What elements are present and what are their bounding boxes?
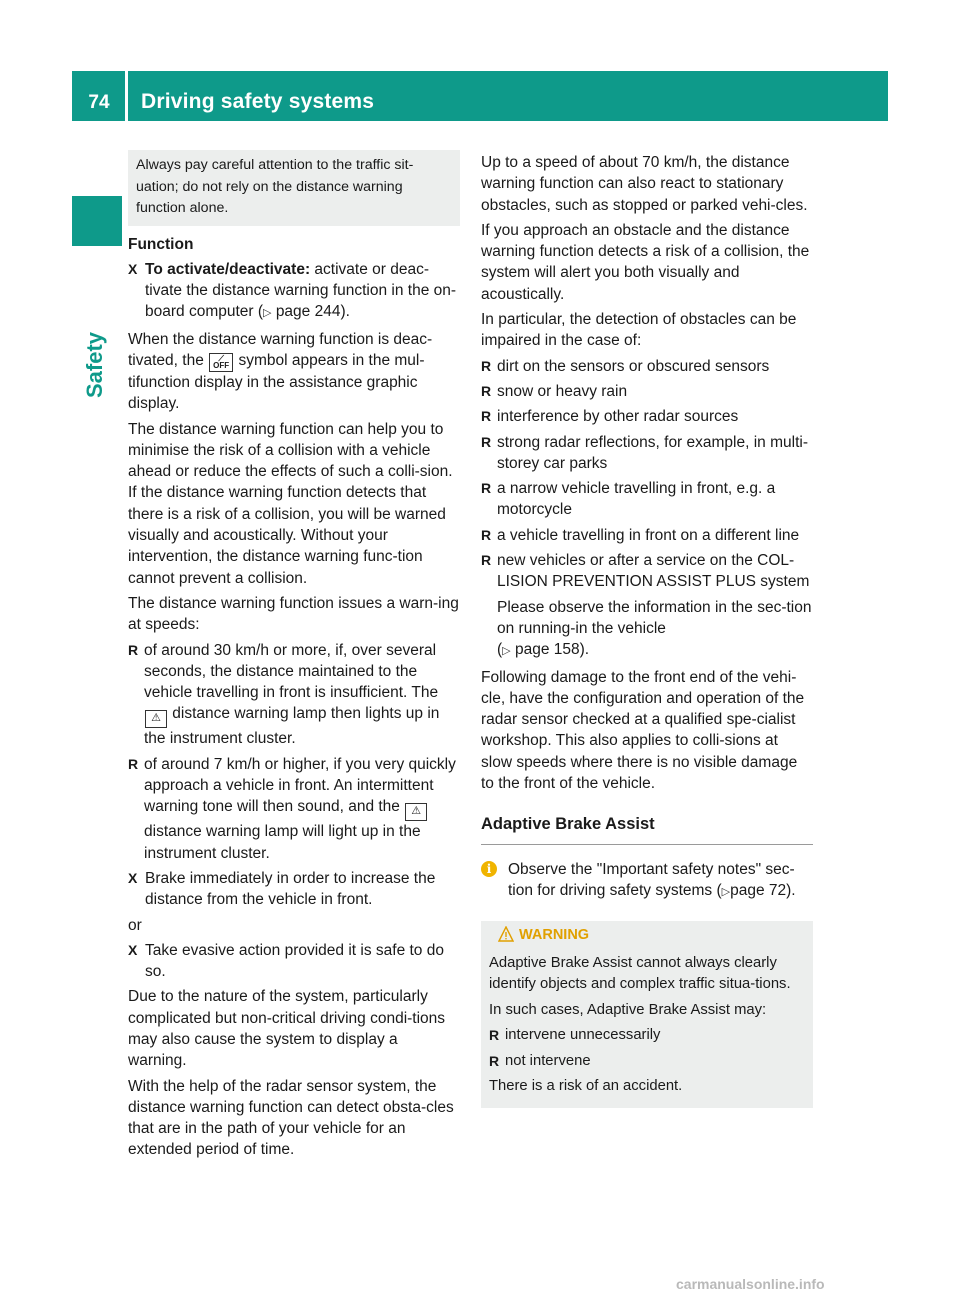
paragraph-purpose: The distance warning function can help you to minimise the risk of a collision with a vehicle ahead or reduce the effects of such a colli-sion. If the distance warning function detects that there is a risk of a collision, you will be warned visually and acoustically. Without your intervention, the distance warning func-tion cannot prevent a collision.	[128, 420, 453, 587]
warning-paragraph: Adaptive Brake Assist cannot always clearly identify objects and complex traffic situa-tions.	[489, 954, 791, 993]
distance-warning-off-icon: ⟋ OFF	[209, 353, 233, 372]
paragraph-nature: Due to the nature of the system, particularly complicated but non-critical driving condi-tions may also cause the system to display a warning.	[128, 988, 446, 1070]
list-item-note: Please observe the information in the sec-tion on running-in the vehicle	[497, 598, 812, 637]
list-item	[128, 640, 460, 750]
paragraph-text: When the distance warning function is deac-tivated, the	[128, 330, 433, 369]
list-item-text: not intervene	[505, 1052, 591, 1069]
step-text: Brake immediately in order to increase the distance from the vehicle in front.	[145, 869, 436, 909]
list-item	[481, 432, 813, 475]
info-note	[481, 859, 813, 904]
step-brake	[128, 868, 460, 911]
step-activate	[128, 259, 460, 325]
warning-title-text: WARNING	[519, 927, 590, 944]
list-item	[489, 1051, 805, 1073]
step-activate-text: activate or deac-tivate the distance warning function in the on-board computer (	[145, 260, 457, 321]
list-item	[481, 381, 813, 402]
info-icon: i	[481, 861, 497, 877]
list-item-text: new vehicles or after a service on the COL-LISION PREVENTION ASSIST PLUS system	[497, 552, 810, 591]
list-item-text: strong radar reflections, for example, in multi-storey car parks	[497, 433, 808, 472]
list-item-text: a vehicle travelling in front on a different line	[497, 526, 800, 544]
section-heading: Adaptive Brake Assist	[481, 800, 813, 844]
warning-title	[489, 925, 805, 947]
warning-paragraph: There is a risk of an accident.	[489, 1078, 683, 1095]
list-item	[481, 406, 813, 427]
bullet-marker-icon: R	[481, 357, 492, 374]
step-arrow-icon: X	[128, 869, 138, 886]
bullet-marker-icon: R	[481, 408, 492, 425]
sidebar-section-label: Safety	[82, 331, 107, 398]
list-item-text: of around 7 km/h or higher, if you very quickly approach a vehicle in front. An intermittent warning tone will then sound, and the	[144, 755, 456, 816]
step-evade	[128, 940, 460, 983]
paragraph-radar: With the help of the radar sensor system, the distance warning function can detect obsta-cles that are in the path of your vehicle for an extended period of time.	[128, 1077, 454, 1159]
list-item-text: distance warning lamp then lights up in the instrument cluster.	[144, 705, 440, 748]
list-item: R new vehicles or after a service on the COL-LISION PREVENTION ASSIST PLUS system Please observe the information in the sec-tion on running-in the vehicle (▷ page 158).	[481, 552, 812, 659]
step-arrow-icon: X	[128, 941, 138, 958]
list-item-text: a narrow vehicle travelling in front, e.g. a motorcycle	[497, 480, 776, 519]
bullet-marker-icon: R	[481, 552, 492, 569]
bullet-marker-icon: R	[481, 382, 492, 399]
page-ref-icon: ▷	[721, 885, 731, 898]
paragraph-impaired: In particular, the detection of obstacles can be impaired in the case of:	[481, 311, 797, 350]
bullet-marker-icon: R	[489, 1052, 500, 1069]
page-ref-link[interactable]: page 72).	[730, 881, 796, 899]
page-ref-icon: ▷	[263, 307, 272, 320]
paragraph-speeds: The distance warning function issues a warn-ing at speeds:	[128, 594, 459, 634]
bullet-marker-icon: R	[489, 1027, 500, 1044]
warning-paragraph: In such cases, Adaptive Brake Assist may:	[489, 1001, 767, 1018]
right-column	[481, 152, 813, 1108]
list-item	[481, 478, 813, 521]
distance-warning-lamp-icon: ⚠	[145, 710, 167, 728]
page-ref-link[interactable]: page 158).	[514, 641, 590, 659]
left-column	[128, 150, 460, 1165]
paragraph-text: symbol appears in the mul-tifunction display in the assistance graphic display.	[128, 351, 425, 413]
list-item	[481, 356, 813, 377]
bullet-marker-icon: R	[481, 433, 492, 450]
list-item	[128, 754, 460, 864]
info-text: Observe the "Important safety notes" sec-tion for driving safety systems (	[508, 860, 795, 899]
footer-watermark: carmanualsonline.info	[676, 1276, 825, 1292]
sidebar-tab-block	[72, 196, 122, 246]
step-arrow-icon: X	[128, 260, 138, 277]
paragraph-damage: Following damage to the front end of the vehi-cle, have the configuration and operation of the radar sensor checked at a qualified spe-cialist workshop. This also applies to colli-sions at slow speeds where there is no visible damage to the front of the vehicle.	[481, 668, 805, 793]
page-number: 74	[88, 92, 110, 113]
or-separator: or	[128, 916, 142, 934]
list-item	[481, 525, 813, 546]
header-divider	[125, 71, 128, 121]
bullet-marker-icon: R	[481, 526, 492, 543]
step-text: Take evasive action provided it is safe to do so.	[145, 941, 444, 981]
step-activate-label: To activate/deactivate:	[145, 260, 311, 278]
paragraph-approach: If you approach an obstacle and the distance warning function detects a risk of a collision, the system will alert you both visually and acoustically.	[481, 221, 810, 303]
warning-triangle-icon	[498, 926, 514, 942]
distance-warning-lamp-icon: ⚠	[405, 803, 427, 821]
warning-box	[481, 921, 813, 1108]
list-item	[489, 1025, 805, 1047]
chapter-title: Driving safety systems	[141, 90, 375, 113]
bullet-marker-icon: R	[128, 755, 139, 772]
list-item-text: distance warning lamp will light up in the instrument cluster.	[144, 823, 421, 862]
bullet-marker-icon: R	[481, 480, 492, 497]
paragraph-stationary: Up to a speed of about 70 km/h, the distance warning function can also react to stationary obstacles, such as stopped or parked vehi-cles.	[481, 154, 808, 214]
page-ref-link[interactable]: page 244).	[275, 303, 350, 321]
function-heading: Function	[128, 235, 194, 253]
list-item-text: snow or heavy rain	[497, 382, 628, 400]
list-item-text: of around 30 km/h or more, if, over several seconds, the distance maintained to the vehicle travelling in front is insufficient. The	[144, 641, 439, 702]
bullet-marker-icon: R	[128, 641, 139, 658]
list-item-text: interference by other radar sources	[497, 408, 739, 426]
list-item-text: intervene unnecessarily	[505, 1027, 661, 1044]
page-ref-icon: ▷	[502, 645, 511, 658]
note-box: Always pay careful attention to the traffic sit-uation; do not rely on the distance warning function alone.	[128, 150, 460, 226]
list-item-text: dirt on the sensors or obscured sensors	[497, 357, 770, 375]
paragraph-deactivated	[128, 329, 460, 415]
